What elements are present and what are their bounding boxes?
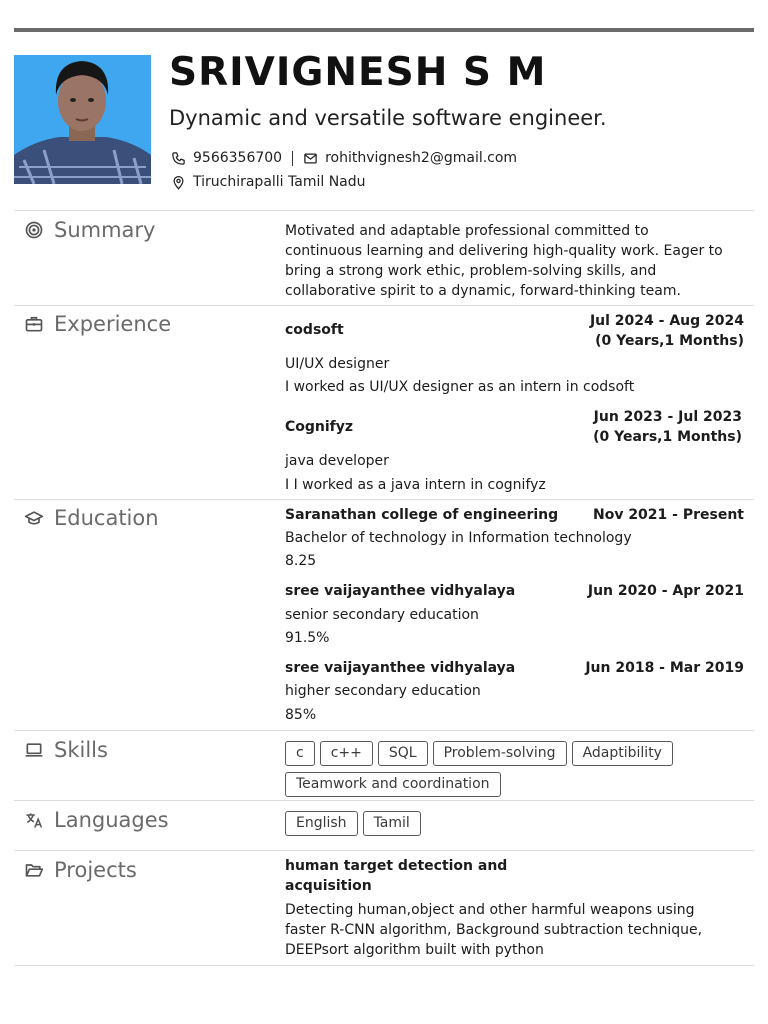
phone-number[interactable]: 9566356700 xyxy=(193,150,283,166)
experience-role: java developer xyxy=(285,453,389,469)
section-divider xyxy=(14,850,754,851)
section-header-education xyxy=(24,506,159,530)
experience-company: codsoft xyxy=(285,322,344,338)
candidate-name: SRIVIGNESH S M xyxy=(169,50,547,95)
summary-line: continuous learning and delivering high-quality work. Eager to xyxy=(285,243,723,259)
experience-dates xyxy=(593,407,742,447)
education-school: sree vaijayanthee vidhyalaya xyxy=(285,660,516,676)
project-description-line: Detecting human,object and other harmful weapons using xyxy=(285,902,695,918)
section-divider xyxy=(14,965,754,966)
contact-line-phone-email xyxy=(171,150,517,166)
education-dates: Nov 2021 - Present xyxy=(592,507,744,523)
section-divider xyxy=(14,730,754,731)
location-text: Tiruchirapalli Tamil Nadu xyxy=(193,174,366,190)
languages-tag-list xyxy=(285,811,725,836)
section-header-summary xyxy=(24,218,155,242)
location-pin-icon xyxy=(171,175,186,190)
section-header-skills xyxy=(24,738,108,762)
project-description-line: faster R-CNN algorithm, Background subtraction technique, xyxy=(285,922,703,938)
skill-tag: Adaptibility xyxy=(572,741,673,766)
experience-date-range: Jun 2023 - Jul 2023 xyxy=(593,409,742,425)
mail-icon xyxy=(303,151,318,166)
skill-tag: c xyxy=(285,741,315,766)
summary-line: bring a strong work ethic, problem-solving skills, and xyxy=(285,263,657,279)
project-title xyxy=(285,856,507,896)
section-divider xyxy=(14,305,754,306)
experience-description: I I worked as a java intern in cognifyz xyxy=(285,477,546,493)
project-description xyxy=(285,900,702,960)
project-title-line: acquisition xyxy=(285,878,372,894)
section-title-projects: Projects xyxy=(54,858,137,882)
education-score: 85% xyxy=(285,707,317,723)
section-header-projects xyxy=(24,858,137,882)
skill-tag: c++ xyxy=(320,741,373,766)
phone-icon xyxy=(171,151,186,166)
contact-line-location xyxy=(171,174,366,190)
project-title-line: human target detection and xyxy=(285,858,508,874)
briefcase-icon xyxy=(24,314,44,334)
education-score: 8.25 xyxy=(285,553,317,569)
translate-icon xyxy=(24,810,44,830)
profile-photo xyxy=(14,55,151,184)
section-divider xyxy=(14,800,754,801)
education-dates: Jun 2020 - Apr 2021 xyxy=(587,583,744,599)
experience-company: Cognifyz xyxy=(285,419,354,435)
target-icon xyxy=(24,220,44,240)
education-dates: Jun 2018 - Mar 2019 xyxy=(585,660,744,676)
language-tag: English xyxy=(285,811,358,836)
section-header-experience xyxy=(24,312,171,336)
education-degree: senior secondary education xyxy=(285,607,479,623)
language-tag: Tamil xyxy=(363,811,421,836)
section-title-experience: Experience xyxy=(54,312,172,336)
folder-open-icon xyxy=(24,860,44,880)
section-divider xyxy=(14,210,754,211)
experience-duration: (0 Years,1 Months) xyxy=(595,333,744,349)
section-title-skills: Skills xyxy=(54,738,108,762)
skills-tag-list xyxy=(285,741,725,797)
section-title-summary: Summary xyxy=(54,218,156,242)
education-degree: Bachelor of technology in Information technology xyxy=(285,530,632,546)
skill-tag: Problem-solving xyxy=(433,741,567,766)
skill-tag: Teamwork and coordination xyxy=(285,772,501,797)
experience-description: I worked as UI/UX designer as an intern in codsoft xyxy=(285,379,635,395)
education-score: 91.5% xyxy=(285,630,330,646)
experience-role: UI/UX designer xyxy=(285,356,390,372)
skill-tag: SQL xyxy=(378,741,428,766)
contact-separator xyxy=(292,151,293,166)
education-degree: higher secondary education xyxy=(285,683,481,699)
education-school: sree vaijayanthee vidhyalaya xyxy=(285,583,516,599)
laptop-icon xyxy=(24,740,44,760)
section-divider xyxy=(14,499,754,500)
section-title-languages: Languages xyxy=(54,808,169,832)
summary-line: Motivated and adaptable professional committed to xyxy=(285,223,649,239)
summary-line: collaborative spirit to a dynamic, forward-thinking team. xyxy=(285,283,681,299)
section-header-languages xyxy=(24,808,169,832)
graduation-cap-icon xyxy=(24,508,44,528)
project-description-line: DEEPsort algorithm built with python xyxy=(285,942,544,958)
education-school: Saranathan college of engineering xyxy=(285,507,559,523)
person-avatar-icon xyxy=(14,55,151,184)
candidate-tagline: Dynamic and versatile software engineer. xyxy=(169,106,607,130)
experience-dates xyxy=(590,311,744,351)
experience-date-range: Jul 2024 - Aug 2024 xyxy=(589,313,744,329)
top-rule xyxy=(14,28,754,32)
experience-duration: (0 Years,1 Months) xyxy=(593,429,742,445)
section-title-education: Education xyxy=(54,506,159,530)
summary-text xyxy=(285,221,723,301)
email-address[interactable]: rohithvignesh2@gmail.com xyxy=(325,150,518,166)
